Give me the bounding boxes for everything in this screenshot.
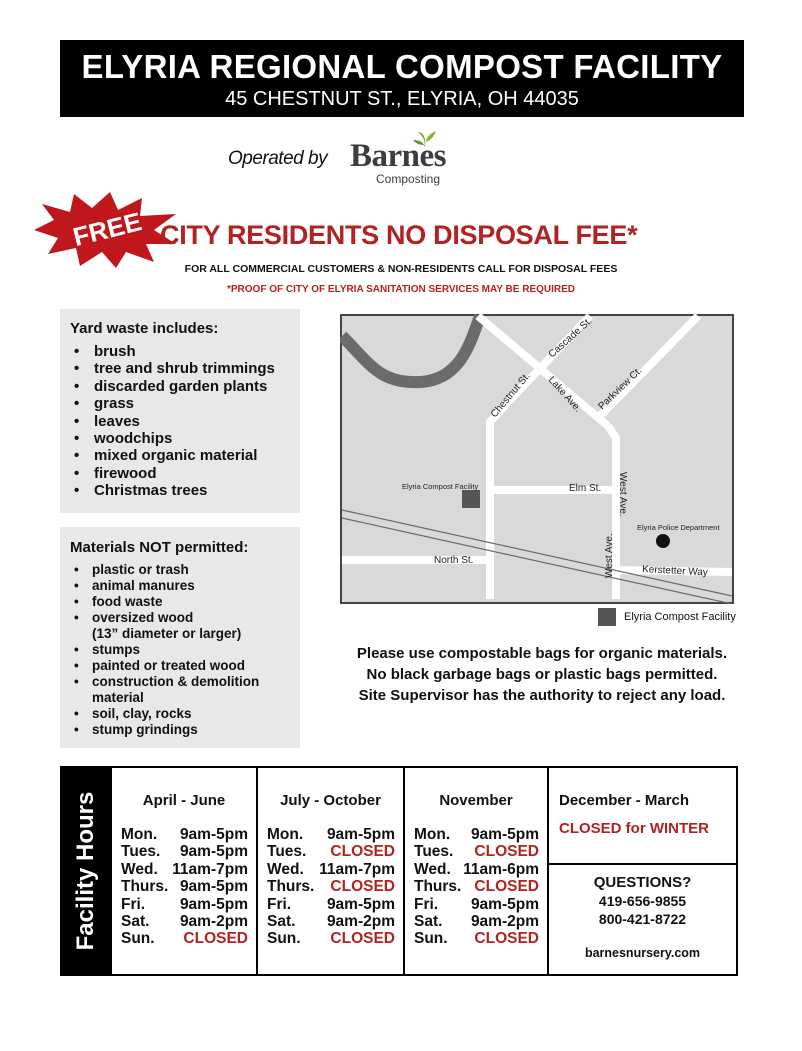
- hours-row: [121, 896, 248, 913]
- street-label: West Ave.: [617, 472, 628, 517]
- hours-side-text: Facility Hours: [72, 791, 99, 951]
- hours-row: [121, 843, 248, 860]
- hours-row: [267, 826, 395, 843]
- no-fee-headline: CITY RESIDENTS NO DISPOSAL FEE*: [160, 220, 638, 250]
- list-item-note: (13” diameter or larger): [92, 626, 242, 641]
- hours-row: [121, 913, 248, 930]
- column-heading: November: [439, 792, 513, 809]
- list-item: • soil, clay, rocks: [70, 706, 290, 722]
- time-value: CLOSED: [474, 878, 539, 896]
- questions-label: QUESTIONS?: [593, 874, 692, 891]
- time-value: 9am-5pm: [326, 895, 395, 913]
- hours-side-label: [62, 768, 110, 974]
- operated-by-label: Operated by: [228, 148, 328, 169]
- day-label: Sat.: [121, 913, 150, 931]
- day-label: Mon.: [414, 826, 451, 843]
- winter-status: CLOSED for WINTER: [559, 820, 709, 837]
- hours-row: [414, 843, 539, 860]
- hours-row: [121, 826, 248, 843]
- facility-address: 45 CHESTNUT ST., ELYRIA, OH 44035: [225, 88, 579, 110]
- phone-number: 800-421-8722: [598, 911, 687, 927]
- notice-line: Site Supervisor has the authority to reject any load.: [358, 687, 726, 704]
- barnes-logo: [348, 128, 458, 188]
- time-value: 9am-5pm: [470, 826, 539, 843]
- hours-row: [414, 930, 539, 947]
- notice-line: Please use compostable bags for organic materials.: [356, 645, 728, 662]
- place-label: Elyria Police Department: [637, 523, 720, 532]
- list-item: • firewood: [70, 465, 290, 482]
- time-value: 9am-5pm: [179, 895, 248, 913]
- column-heading: July - October: [280, 792, 381, 809]
- list-item-cont: material: [92, 690, 144, 705]
- street-label: Chestnut St.: [488, 370, 533, 420]
- street-label: Parkview Ct.: [596, 365, 645, 413]
- hours-row: [267, 861, 395, 878]
- time-value: 9am-5pm: [470, 895, 539, 913]
- list-item: • tree and shrub trimmings: [70, 360, 290, 377]
- list-item: [70, 674, 290, 706]
- compost-facility-marker: [462, 490, 480, 508]
- winter-heading: December - March: [559, 792, 690, 809]
- day-label: Sat.: [414, 913, 443, 931]
- street-label: Kerstetter Way: [641, 564, 709, 579]
- day-label: Tues.: [414, 843, 454, 861]
- time-value: 9am-2pm: [326, 913, 395, 931]
- time-value: 9am-5pm: [179, 878, 248, 896]
- hours-row: [414, 878, 539, 895]
- day-label: Wed.: [121, 860, 158, 878]
- place-label: Elyria Compost Facility: [402, 482, 479, 491]
- winter-contact-column: [547, 768, 736, 974]
- list-item: • animal manures: [70, 578, 290, 594]
- time-value: 11am-6pm: [463, 860, 539, 878]
- yard-waste-box: [60, 309, 300, 513]
- facility-title: ELYRIA REGIONAL COMPOST FACILITY: [81, 48, 723, 85]
- hours-row: [267, 878, 395, 895]
- list-item: • painted or treated wood: [70, 658, 290, 674]
- list-item: • Christmas trees: [70, 482, 290, 499]
- brand-name: Barnes: [350, 138, 446, 174]
- hours-row: [267, 896, 395, 913]
- day-label: Thurs.: [414, 878, 462, 896]
- day-label: Mon.: [121, 826, 158, 843]
- time-value: 9am-2pm: [179, 913, 248, 931]
- time-value: 11am-7pm: [319, 860, 395, 878]
- hours-row: [121, 930, 248, 947]
- day-label: Mon.: [267, 826, 304, 843]
- phone-number: 419-656-9855: [598, 893, 687, 909]
- street-label: West Ave.: [604, 533, 615, 578]
- free-text: FREE: [70, 206, 145, 253]
- hours-row: [414, 861, 539, 878]
- hours-column: [403, 768, 547, 974]
- list-item: • brush: [70, 343, 290, 360]
- yard-waste-title: Yard waste includes:: [70, 320, 219, 337]
- brand-sub: Composting: [376, 172, 441, 186]
- hours-column: [110, 768, 256, 974]
- divider: [549, 863, 736, 865]
- day-label: Wed.: [414, 860, 451, 878]
- street-label: Elm St.: [569, 483, 602, 494]
- day-label: Sun.: [414, 930, 448, 948]
- day-label: Sun.: [121, 930, 155, 948]
- proof-note: *PROOF OF CITY OF ELYRIA SANITATION SERVICES MAY BE REQUIRED: [226, 284, 576, 295]
- day-label: Wed.: [267, 860, 304, 878]
- list-item: • stumps: [70, 642, 290, 658]
- time-value: 11am-7pm: [172, 860, 248, 878]
- time-value: CLOSED: [474, 843, 539, 861]
- police-marker: [656, 534, 670, 548]
- fee-subline: FOR ALL COMMERCIAL CUSTOMERS & NON-RESIDENTS CALL FOR DISPOSAL FEES: [184, 263, 618, 275]
- header-banner: [60, 40, 744, 117]
- notice-line: No black garbage bags or plastic bags permitted.: [366, 666, 718, 683]
- hours-row: [414, 826, 539, 843]
- day-label: Fri.: [414, 895, 439, 913]
- day-label: Tues.: [267, 843, 307, 861]
- list-item-text: construction & demolition: [92, 674, 260, 689]
- hours-row: [267, 843, 395, 860]
- day-label: Sat.: [267, 913, 296, 931]
- legend-square-icon: [598, 608, 616, 626]
- list-item: • mixed organic material: [70, 447, 290, 464]
- time-value: 9am-5pm: [179, 826, 248, 843]
- list-item: • leaves: [70, 413, 290, 430]
- website-link[interactable]: barnesnursery.com: [584, 946, 701, 960]
- hours-row: [121, 861, 248, 878]
- day-label: Tues.: [121, 843, 161, 861]
- hours-row: [121, 878, 248, 895]
- list-item: • stump grindings: [70, 722, 290, 738]
- list-item: • plastic or trash: [70, 562, 290, 578]
- hours-row: [414, 913, 539, 930]
- time-value: CLOSED: [330, 930, 395, 948]
- time-value: CLOSED: [330, 843, 395, 861]
- street-label: Lake Ave.: [545, 374, 584, 415]
- column-heading: April - June: [142, 792, 226, 809]
- time-value: CLOSED: [330, 878, 395, 896]
- day-label: Fri.: [267, 895, 292, 913]
- day-label: Thurs.: [267, 878, 315, 896]
- map-legend: [598, 608, 736, 626]
- list-item: • food waste: [70, 594, 290, 610]
- list-item-text: oversized wood: [92, 610, 194, 625]
- location-map: [340, 314, 734, 604]
- time-value: 9am-5pm: [326, 826, 395, 843]
- time-value: CLOSED: [183, 930, 248, 948]
- street-label: Cascade St.: [546, 315, 595, 361]
- bag-notices: [320, 643, 764, 706]
- time-value: CLOSED: [474, 930, 539, 948]
- list-item: • discarded garden plants: [70, 378, 290, 395]
- not-permitted-box: [60, 527, 300, 748]
- hours-column: [256, 768, 403, 974]
- hours-row: [267, 930, 395, 947]
- not-permitted-title: Materials NOT permitted:: [70, 539, 249, 556]
- day-label: Thurs.: [121, 878, 169, 896]
- contact-block: [549, 874, 736, 960]
- free-burst-icon: [30, 190, 180, 270]
- hours-row: [267, 913, 395, 930]
- day-label: Fri.: [121, 895, 146, 913]
- list-item: • woodchips: [70, 430, 290, 447]
- hours-row: [414, 896, 539, 913]
- day-label: Sun.: [267, 930, 301, 948]
- time-value: 9am-5pm: [179, 843, 248, 861]
- time-value: 9am-2pm: [470, 913, 539, 931]
- list-item: • grass: [70, 395, 290, 412]
- street-label: North St.: [434, 555, 474, 566]
- legend-label: Elyria Compost Facility: [624, 611, 736, 623]
- facility-hours-table: [60, 766, 738, 976]
- list-item: [70, 610, 290, 642]
